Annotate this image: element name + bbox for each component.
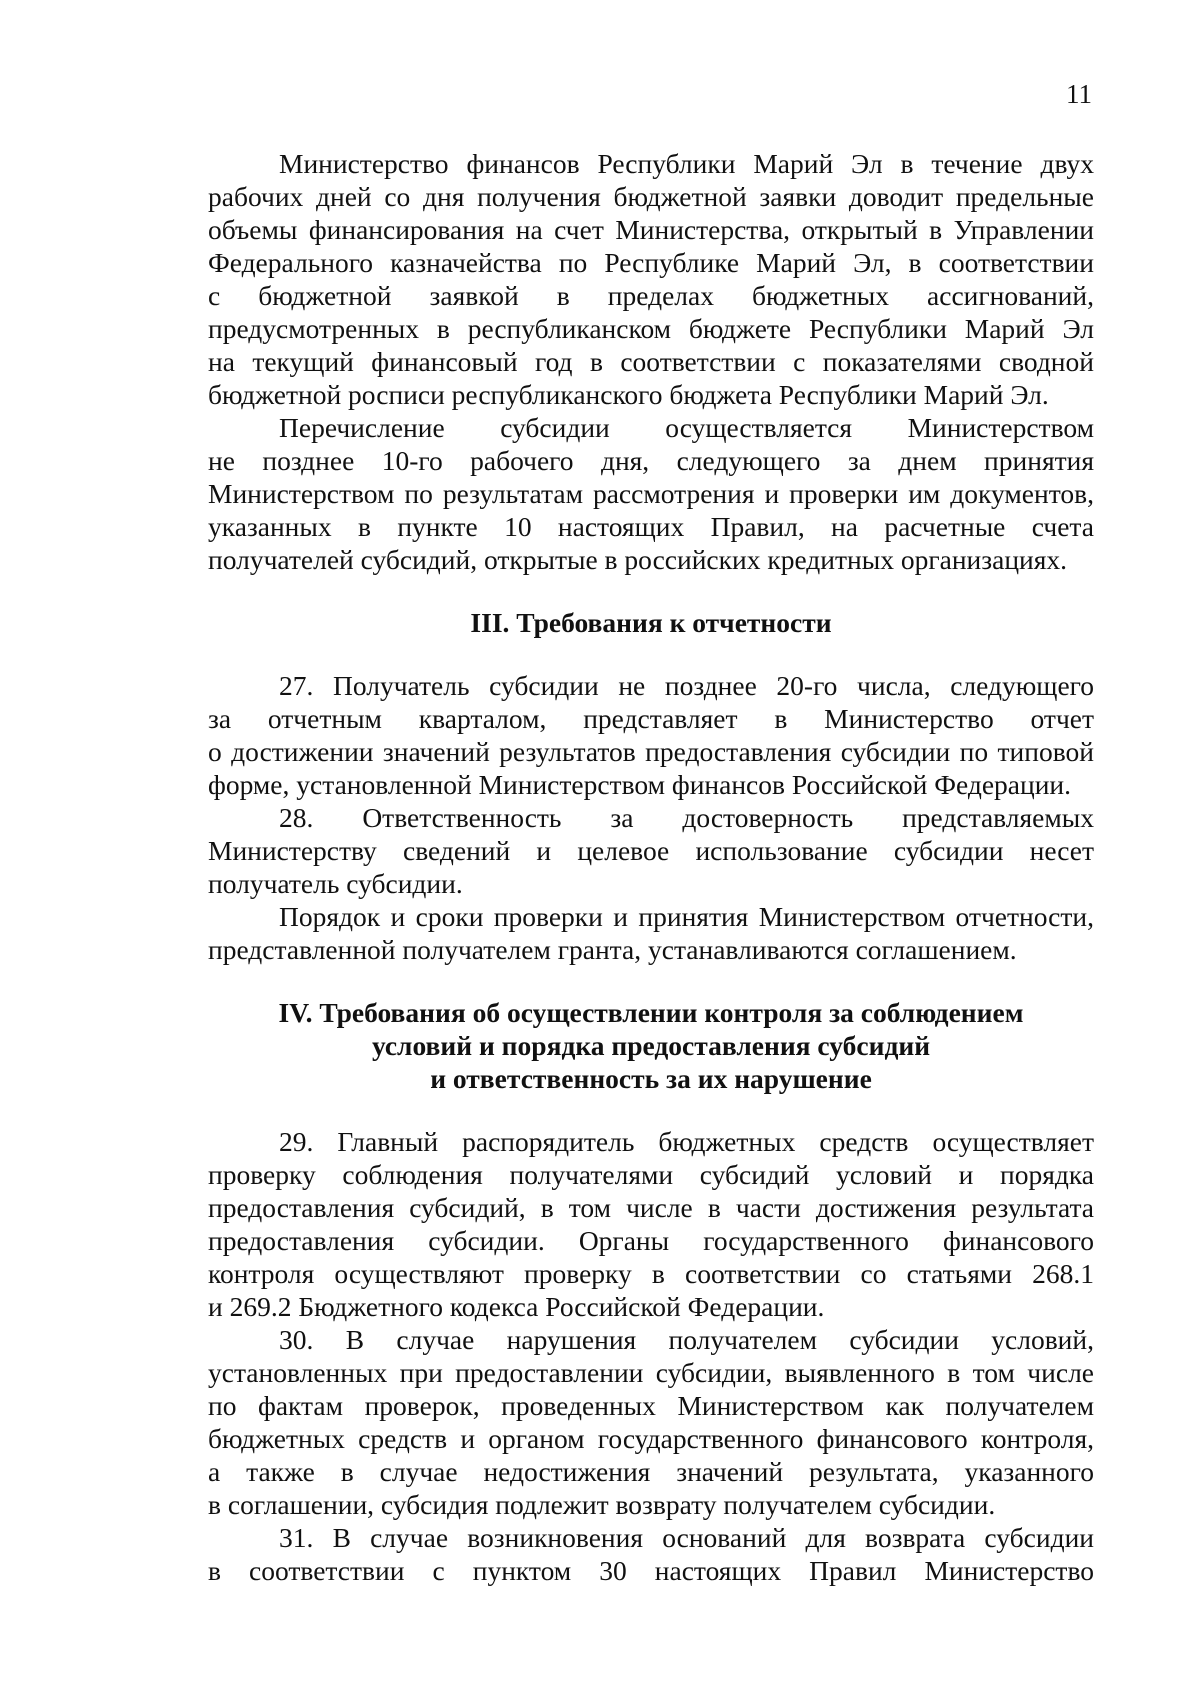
text-line: установленных при предоставлении субсидии, выявленного в том числе <box>208 1357 1094 1388</box>
page-number: 11 <box>1066 79 1092 109</box>
spacer <box>208 639 1094 669</box>
text-line: 29. Главный распорядитель бюджетных средств осуществляет <box>279 1126 1094 1157</box>
heading-line: IV. Требования об осуществлении контроля за соблюдением <box>278 997 1024 1028</box>
text-line: представленной получателем гранта, устанавливаются соглашением. <box>208 934 1017 965</box>
text-line: Министерству сведений и целевое использование субсидии несет <box>208 835 1094 866</box>
text-line: указанных в пункте 10 настоящих Правил, на расчетные счета <box>208 511 1094 542</box>
text-line: не позднее 10-го рабочего дня, следующего за днем принятия <box>208 445 1094 476</box>
text-line: объемы финансирования на счет Министерства, открытый в Управлении <box>208 214 1094 245</box>
text-line: в соглашении, субсидия подлежит возврату получателем субсидии. <box>208 1489 996 1520</box>
text-line: а также в случае недостижения значений результата, указанного <box>208 1456 1094 1487</box>
section-4-heading <box>208 996 1094 1095</box>
paragraph-reporting-procedure <box>208 900 1094 966</box>
text-line: 31. В случае возникновения оснований для возврата субсидии <box>279 1522 1094 1553</box>
text-line: рабочих дней со дня получения бюджетной заявки доводит предельные <box>208 181 1094 212</box>
document-body <box>208 147 1094 1587</box>
paragraph-subsidy-transfer <box>208 411 1094 576</box>
text-line: в соответствии с пунктом 30 настоящих Правил Министерство <box>208 1555 1094 1586</box>
paragraph-funding-limits <box>208 147 1094 411</box>
text-line: предусмотренных в республиканском бюджете Республики Марий Эл <box>208 313 1094 344</box>
heading-line: III. Требования к отчетности <box>470 607 832 638</box>
text-line: контроля осуществляют проверку в соответствии со статьями 268.1 <box>208 1258 1094 1289</box>
text-line: предоставления субсидии. Органы государственного финансового <box>208 1225 1094 1256</box>
heading-line: и ответственность за их нарушение <box>430 1063 872 1094</box>
text-line: с бюджетной заявкой в пределах бюджетных ассигнований, <box>208 280 1094 311</box>
text-line: Министерство финансов Республики Марий Эл в течение двух <box>279 148 1094 179</box>
paragraph-item-31 <box>208 1521 1094 1587</box>
text-line: по фактам проверок, проведенных Министерством как получателем <box>208 1390 1094 1421</box>
text-line: и 269.2 Бюджетного кодекса Российской Федерации. <box>208 1291 825 1322</box>
text-line: на текущий финансовый год в соответствии с показателями сводной <box>208 346 1094 377</box>
heading-line: условий и порядка предоставления субсидий <box>371 1030 931 1061</box>
paragraph-item-27 <box>208 669 1094 801</box>
text-line: за отчетным кварталом, представляет в Министерство отчет <box>208 703 1094 734</box>
spacer <box>208 966 1094 996</box>
text-line: 30. В случае нарушения получателем субсидии условий, <box>279 1324 1094 1355</box>
spacer <box>208 1095 1094 1125</box>
text-line: проверку соблюдения получателями субсидий условий и порядка <box>208 1159 1094 1190</box>
text-line: о достижении значений результатов предоставления субсидии по типовой <box>208 736 1094 767</box>
text-line: 27. Получатель субсидии не позднее 20-го числа, следующего <box>279 670 1094 701</box>
text-line: 28. Ответственность за достоверность представляемых <box>279 802 1094 833</box>
paragraph-item-29 <box>208 1125 1094 1323</box>
spacer <box>208 576 1094 606</box>
section-3-heading <box>208 606 1094 639</box>
paragraph-item-28 <box>208 801 1094 900</box>
text-line: форме, установленной Министерством финансов Российской Федерации. <box>208 769 1072 800</box>
text-line: Порядок и сроки проверки и принятия Министерством отчетности, <box>279 901 1094 932</box>
text-line: Федерального казначейства по Республике Марий Эл, в соответствии <box>208 247 1094 278</box>
text-line: получатель субсидии. <box>208 868 463 899</box>
text-line: бюджетной росписи республиканского бюджета Республики Марий Эл. <box>208 379 1049 410</box>
text-line: получателей субсидий, открытые в российских кредитных организациях. <box>208 544 1068 575</box>
text-line: предоставления субсидий, в том числе в части достижения результата <box>208 1192 1094 1223</box>
text-line: бюджетных средств и органом государственного финансового контроля, <box>208 1423 1094 1454</box>
paragraph-item-30 <box>208 1323 1094 1521</box>
text-line: Перечисление субсидии осуществляется Министерством <box>279 412 1094 443</box>
text-line: Министерством по результатам рассмотрения и проверки им документов, <box>208 478 1094 509</box>
